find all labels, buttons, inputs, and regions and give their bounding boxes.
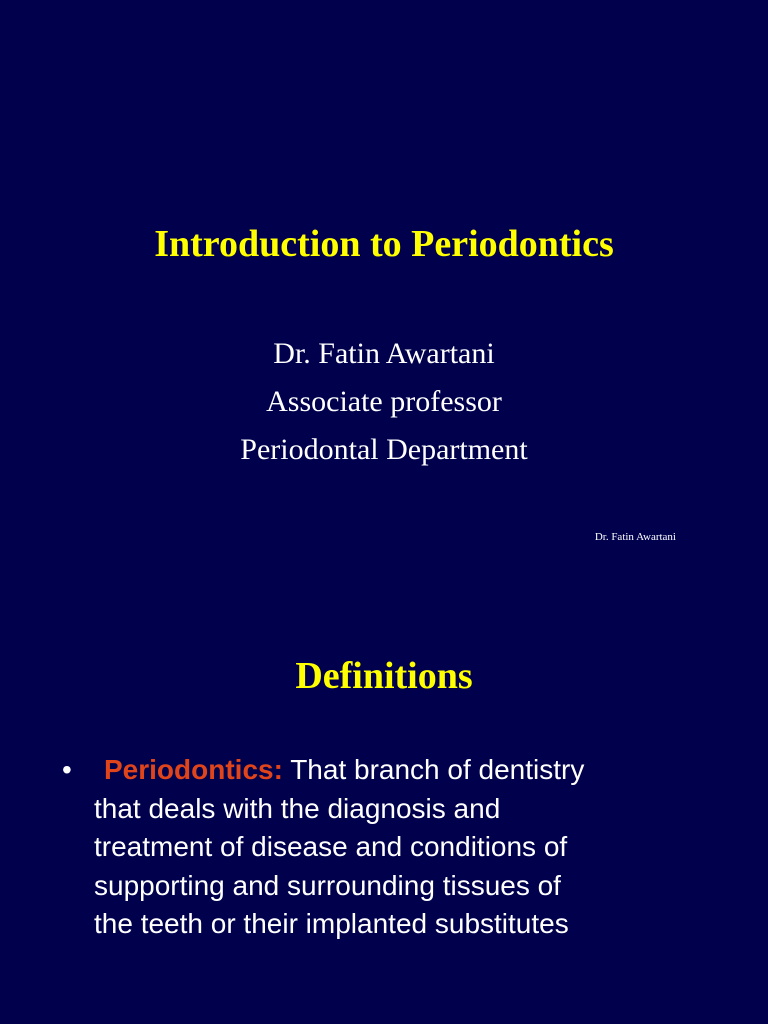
author-position: Associate professor [266,385,502,418]
bullet-line-5: the teeth or their implanted substitutes [94,908,569,939]
bullet-line-4: supporting and surrounding tissues of [94,869,561,901]
definition-term: Periodontics: [104,754,283,785]
author-name: Dr. Fatin Awartani [273,337,495,370]
bullet-marker: • [62,754,72,785]
slide-footer: Dr. Fatin Awartani [594,531,676,543]
slide-definitions [0,576,768,1024]
bullet-line-3: treatment of disease and conditions of [94,831,568,862]
definitions-heading: Definitions [295,655,473,697]
definition-line-1-rest: That branch of dentistry [282,754,585,785]
bullet-text [94,751,722,944]
bullet-line-2: that deals with the diagnosis and [94,792,501,824]
bullet-line-1 [94,751,722,790]
slide-title-heading: Introduction to Periodontics [154,223,614,265]
author-department: Periodontal Department [240,433,528,466]
bullet-item [62,751,722,944]
